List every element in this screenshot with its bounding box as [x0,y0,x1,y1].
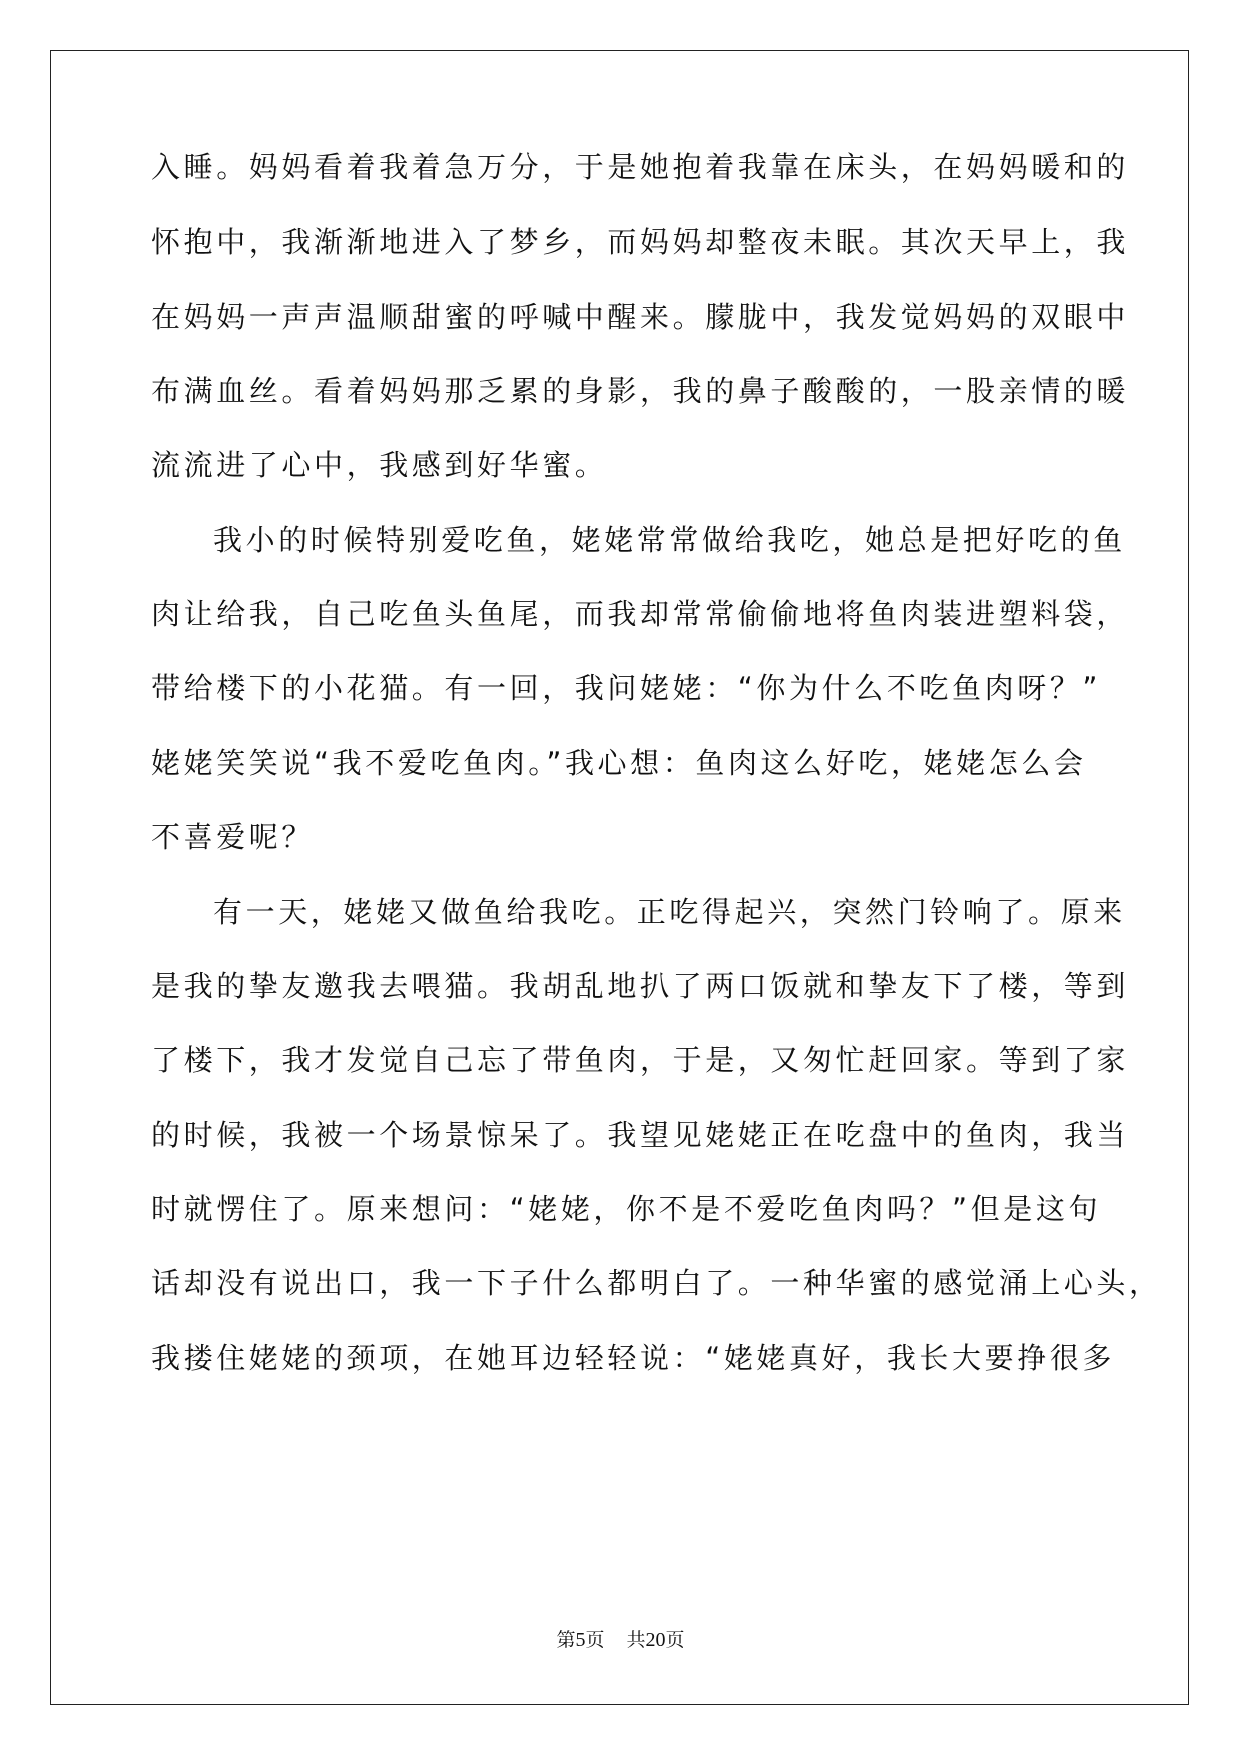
text-line-14: 的时候，我被一个场景惊呆了。我望见姥姥正在吃盘中的鱼肉，我当 [151,1118,1130,1152]
text-line-16: 话却没有说出口，我一下子什么都明白了。一种华蜜的感觉涌上心头， [151,1266,1162,1300]
total-prefix: 共 [626,1629,646,1651]
total-pages-label [627,1629,685,1651]
text-line-6: 我小的时候特别爱吃鱼，姥姥常常做给我吃，她总是把好吃的鱼 [213,523,1126,557]
text-line-4: 布满血丝。看着妈妈那乏累的身影，我的鼻子酸酸的，一股亲情的暖 [151,374,1130,408]
text-line-10: 不喜爱呢？ [151,820,315,854]
text-line-8: 带给楼下的小花猫。有一回，我问姥姥：“你为什么不吃鱼肉呀？” [151,671,1102,705]
text-line-3: 在妈妈一声声温顺甜蜜的呼喊中醒来。朦胧中，我发觉妈妈的双眼中 [151,300,1130,334]
text-line-9: 姥姥笑笑说“我不爱吃鱼肉。”我心想：鱼肉这么好吃，姥姥怎么会 [151,746,1087,780]
text-line-13: 了楼下，我才发觉自己忘了带鱼肉，于是，又匆忙赶回家。等到了家 [151,1043,1130,1077]
text-line-15: 时就愣住了。原来想问：“姥姥，你不是不爱吃鱼肉吗？”但是这句 [151,1192,1102,1226]
total-suffix: 页 [665,1629,685,1651]
page-footer [0,1625,1241,1652]
text-line-12: 是我的挚友邀我去喂猫。我胡乱地扒了两口饭就和挚友下了楼，等到 [151,969,1130,1003]
text-line-1: 入睡。妈妈看着我着急万分，于是她抱着我靠在床头，在妈妈暖和的 [151,150,1130,184]
text-line-5: 流流进了心中，我感到好华蜜。 [151,448,608,482]
total-pages: 20 [645,1629,666,1651]
page-number: 5 [575,1629,586,1651]
text-line-2: 怀抱中，我渐渐地进入了梦乡，而妈妈却整夜未眠。其次天早上，我 [151,225,1130,259]
text-line-7: 肉让给我，自己吃鱼头鱼尾，而我却常常偷偷地将鱼肉装进塑料袋， [151,597,1130,631]
page-number-label [556,1629,604,1651]
text-line-11: 有一天，姥姥又做鱼给我吃。正吃得起兴，突然门铃响了。原来 [213,895,1126,929]
text-line-17: 我搂住姥姥的颈项，在她耳边轻轻说：“姥姥真好，我长大要挣很多 [151,1341,1116,1375]
page-prefix: 第 [556,1629,576,1651]
page-suffix: 页 [585,1629,605,1651]
